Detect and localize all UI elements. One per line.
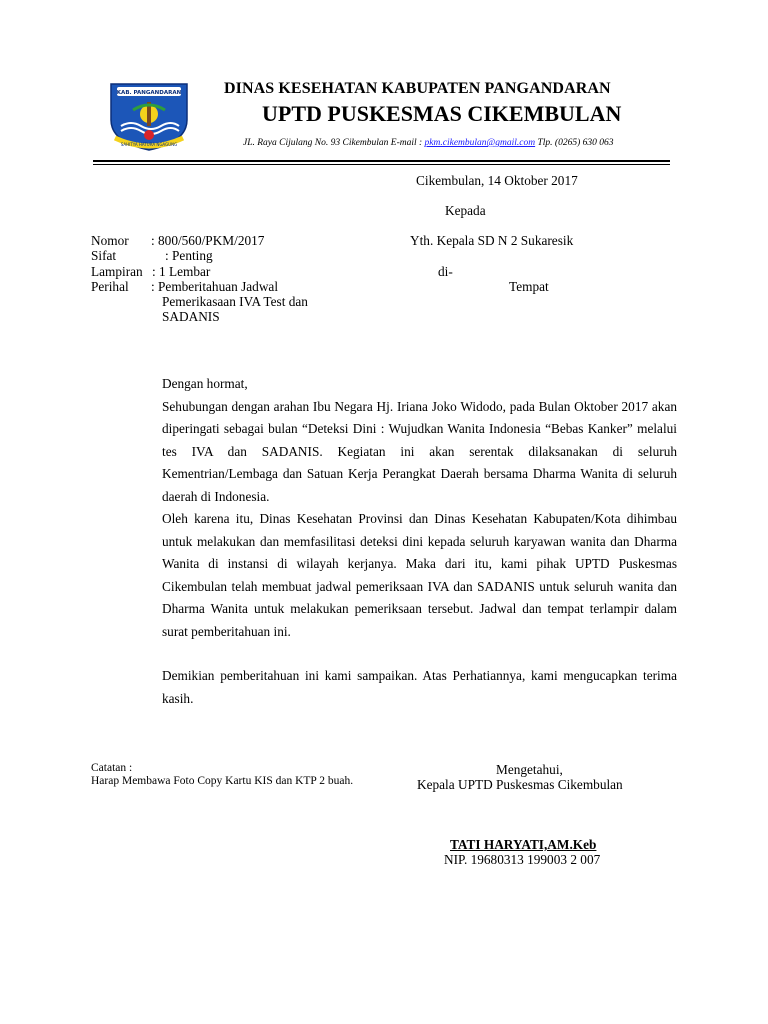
note-title: Catatan :	[91, 762, 133, 774]
perihal-line2: Pemerikasaan IVA Test dan	[162, 294, 308, 309]
sifat-label: Sifat	[91, 248, 117, 263]
recipient-di: di-	[438, 264, 453, 279]
svg-text:SAHITYA HATURA NGAGUNG: SAHITYA HATURA NGAGUNG	[120, 142, 178, 147]
recipient-kepada: Kepada	[445, 203, 486, 218]
agency-name: DINAS KESEHATAN KABUPATEN PANGANDARAN	[224, 80, 611, 97]
nomor-value: : 800/560/PKM/2017	[151, 233, 265, 248]
svg-text:KAB. PANGANDARAN: KAB. PANGANDARAN	[116, 90, 182, 96]
nomor-label: Nomor	[91, 233, 129, 248]
perihal-line1: : Pemberitahuan Jadwal	[151, 279, 279, 294]
perihal-label: Perihal	[91, 279, 129, 294]
body-paragraph-2: Oleh karena itu, Dinas Kesehatan Provinsi dan Dinas Kesehatan Kabupaten/Kota dihimbau untuk melakukan dan memfasilitasi deteksi dini kepada seluruh karyawan wanita dan Dharma Wanita di instansi di wilayah kerjanya. Maka dari itu, kami pihak UPTD Puskesmas Cikembulan telah membuat jadwal pemeriksaan IVA dan SADANIS untuk seluruh wanita dan Dharma Wanita untuk melakukan pemeriksaan tersebut. Jadwal dan tempat terlampir dalam surat pemberitahuan ini.	[162, 511, 677, 639]
signature-nip: NIP. 19680313 199003 2 007	[444, 852, 601, 867]
body-paragraph-3: Demikian pemberitahuan ini kami sampaikan. Atas Perhatiannya, kami mengucapkan terima kasih.	[162, 668, 677, 706]
phone-text: Tlp. (0265) 630 063	[535, 138, 614, 148]
letter-body	[162, 373, 677, 710]
address-line	[243, 138, 614, 148]
agency-logo	[103, 80, 195, 152]
unit-name: UPTD PUSKESMAS CIKEMBULAN	[262, 101, 622, 126]
greeting: Dengan hormat,	[162, 376, 248, 391]
recipient-tempat: Tempat	[509, 279, 549, 294]
place-date: Cikembulan, 14 Oktober 2017	[416, 173, 578, 188]
letterhead-rule-thin	[93, 164, 670, 165]
email-link[interactable]: pkm.cikembulan@gmail.com	[424, 138, 536, 148]
signature-name: TATI HARYATI,AM.Keb	[450, 837, 597, 852]
body-paragraph-1: Sehubungan dengan arahan Ibu Negara Hj. Iriana Joko Widodo, pada Bulan Oktober 2017 akan diperingati sebagai bulan “Deteksi Dini : Wujudkan Wanita Indonesia “Bebas Kanker” melalui tes IVA dan SADANIS. Kegiatan ini akan serentak dilaksanakan di seluruh Kementrian/Lembaga dan Satuan Kerja Perangkat Daerah bersama Dharma Wanita di seluruh daerah di Indonesia.	[162, 398, 677, 504]
address-text: JL. Raya Cijulang No. 93 Cikembulan E-mail :	[243, 138, 425, 148]
letterhead-rule-thick	[93, 160, 670, 162]
sifat-value: : Penting	[165, 248, 213, 263]
signature-mengetahui: Mengetahui,	[496, 762, 563, 777]
note-text: Harap Membawa Foto Copy Kartu KIS dan KTP 2 buah.	[91, 775, 354, 787]
lampiran-label: Lampiran	[91, 264, 143, 279]
lampiran-value: : 1 Lembar	[152, 264, 211, 279]
perihal-line3: SADANIS	[162, 309, 220, 324]
signature-position: Kepala UPTD Puskesmas Cikembulan	[417, 777, 623, 792]
recipient-yth: Yth. Kepala SD N 2 Sukaresik	[410, 233, 574, 248]
